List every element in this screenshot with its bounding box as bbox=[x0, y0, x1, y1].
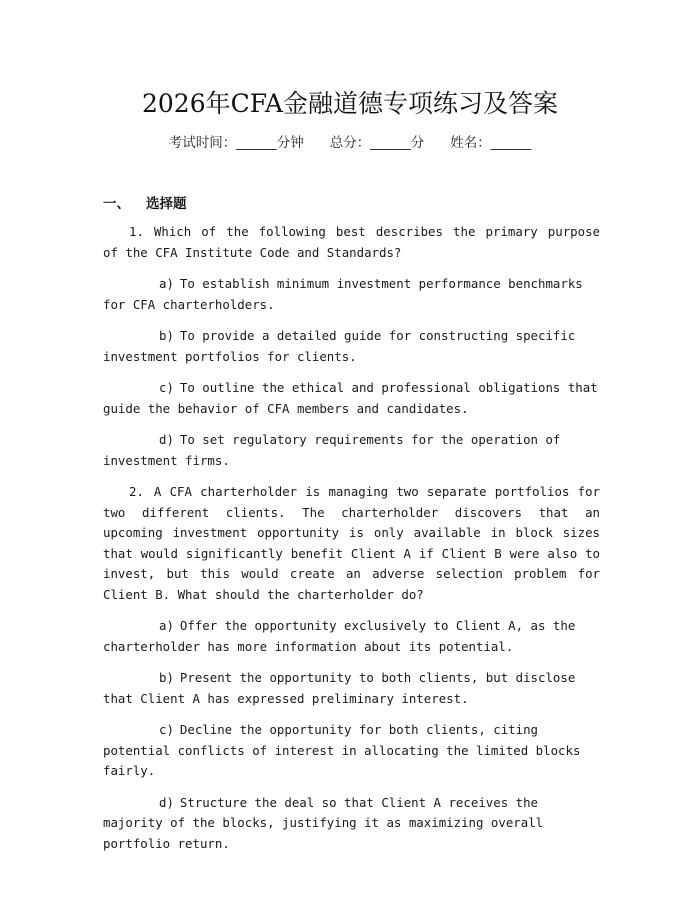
question-2-option-a bbox=[103, 616, 600, 657]
question-number: 1. bbox=[129, 224, 144, 239]
question-1-option-a bbox=[103, 274, 600, 315]
section-number: 一、 bbox=[103, 196, 130, 212]
option-text: To set regulatory requirements for the operation of investment firms. bbox=[103, 432, 561, 468]
exam-info-line bbox=[0, 131, 700, 151]
question-text: A CFA charterholder is managing two separate portfolios for two different clients. The charterholder discovers that an upcoming investment opportunity is only available in block sizes that would significantly benefit Client A if Client B were also to invest, but this would create an adverse selection problem for Client B. What should the charterholder do? bbox=[103, 484, 600, 602]
question-text: Which of the following best describes the primary purpose of the CFA Institute Code and Standards? bbox=[103, 224, 600, 260]
option-text: Decline the opportunity for both clients, citing potential conflicts of interest in allocating the limited blocks fairly. bbox=[103, 722, 581, 778]
question-2 bbox=[103, 482, 600, 605]
option-letter: d) bbox=[159, 432, 174, 447]
option-letter: a) bbox=[159, 276, 174, 291]
option-letter: c) bbox=[159, 380, 174, 395]
option-letter: c) bbox=[159, 722, 174, 737]
name-label: 姓名：______ bbox=[450, 135, 532, 151]
question-2-option-b bbox=[103, 668, 600, 709]
question-number: 2. bbox=[129, 484, 144, 499]
option-letter: b) bbox=[159, 670, 174, 685]
section-heading bbox=[103, 192, 187, 212]
option-text: To outline the ethical and professional obligations that guide the behavior of CFA members and candidates. bbox=[103, 380, 598, 416]
question-1-option-c bbox=[103, 378, 600, 419]
option-text: Present the opportunity to both clients, but disclose that Client A has expressed preliminary interest. bbox=[103, 670, 576, 706]
question-2-option-d bbox=[103, 793, 600, 855]
total-score-label: 总分：______分 bbox=[329, 135, 425, 151]
option-text: To establish minimum investment performance benchmarks for CFA charterholders. bbox=[103, 276, 583, 312]
question-1-option-b bbox=[103, 326, 600, 367]
document-title: 2026年CFA金融道德专项练习及答案 bbox=[142, 89, 558, 118]
question-2-option-c bbox=[103, 720, 600, 782]
exam-time-label: 考试时间：______分钟 bbox=[168, 135, 304, 151]
section-title: 选择题 bbox=[146, 196, 187, 212]
question-1 bbox=[103, 222, 600, 263]
option-text: To provide a detailed guide for constructing specific investment portfolios for clients. bbox=[103, 328, 576, 364]
option-text: Structure the deal so that Client A receives the majority of the blocks, justifying it as maximizing overall portfolio return. bbox=[103, 794, 544, 851]
option-letter: b) bbox=[159, 328, 174, 343]
question-1-option-d bbox=[103, 430, 600, 471]
option-text: Offer the opportunity exclusively to Client A, as the charterholder has more information about its potential. bbox=[103, 618, 576, 654]
question-list bbox=[103, 222, 600, 865]
option-letter: a) bbox=[159, 618, 174, 633]
option-letter: d) bbox=[159, 794, 174, 810]
